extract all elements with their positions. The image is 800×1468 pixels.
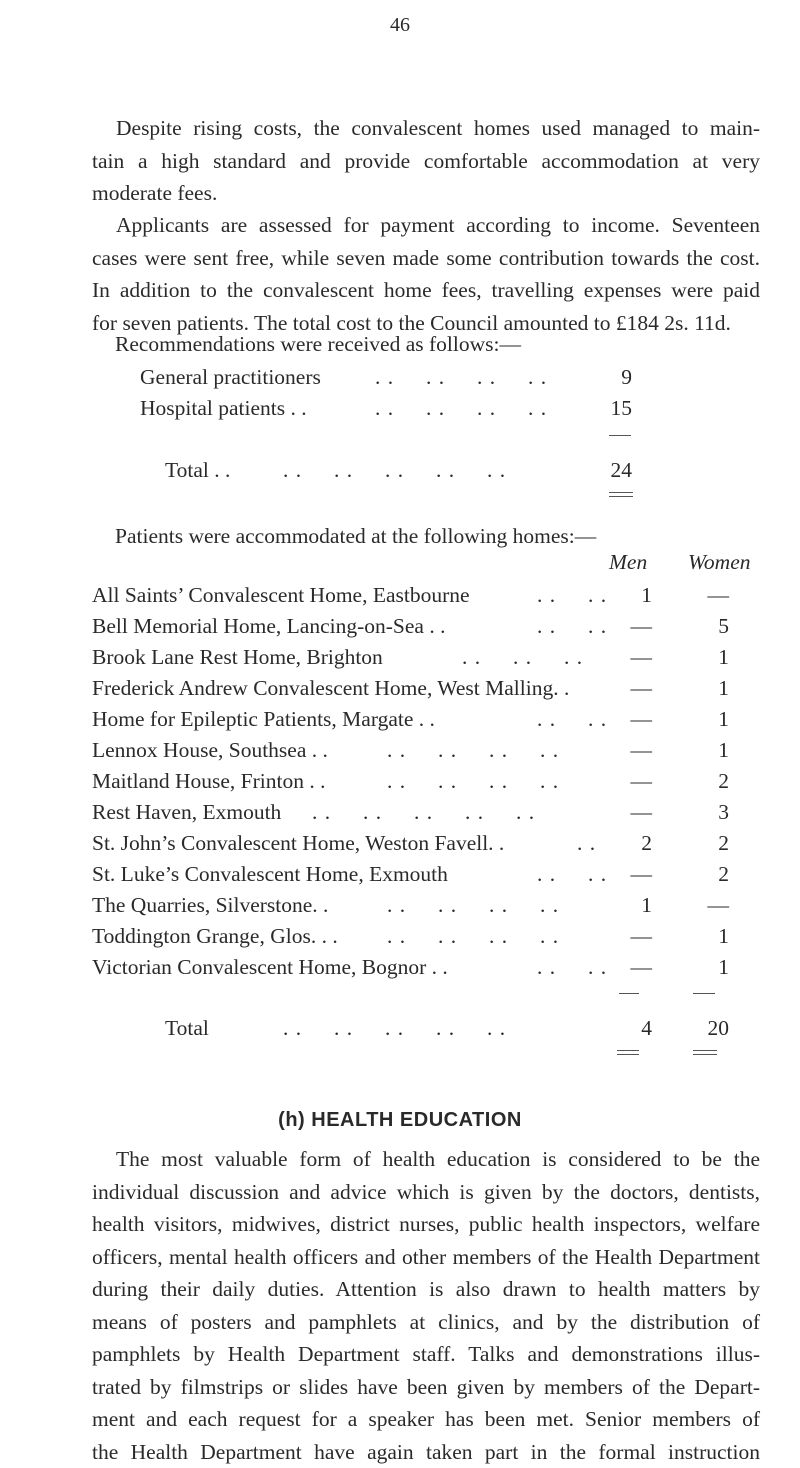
men-count: — [612,673,652,703]
women-count: — [689,890,729,920]
text-line: pamphlets by Health Department staff. Talks and demonstrations illus- [92,1338,760,1371]
text-line: cases were sent free, while seven made some contribution towards the cost. [92,242,760,275]
men-count: — [612,952,652,982]
men-count: — [612,704,652,734]
table-row [92,890,772,920]
text-line: the Health Department have again taken part in the formal instruction [92,1436,760,1468]
men-count: — [612,735,652,765]
double-rule [609,492,633,497]
table-row [92,766,772,796]
men-count: — [612,642,652,672]
home-name: Rest Haven, Exmouth [92,797,281,827]
men-count: 2 [612,828,652,858]
text-line: individual discussion and advice which is given by the doctors, dentists, [92,1176,760,1209]
total-label: Total [165,1013,209,1043]
table-row [92,859,772,889]
row-value: 15 [596,393,632,423]
leader-dots: . . . . [537,611,607,641]
table-row [92,952,772,982]
total-men: 4 [612,1013,652,1043]
text-line: trated by filmstrips or slides have been given by members of the Depart- [92,1371,760,1404]
text-line: Despite rising costs, the convalescent homes used managed to main- [92,112,760,145]
home-name: Toddington Grange, Glos. . . [92,921,338,951]
leader-dots: . . . . [537,952,607,982]
table-row [92,921,772,951]
women-count: 2 [689,766,729,796]
women-count: 1 [689,952,729,982]
paragraph-health-education [92,1143,760,1468]
women-count: 1 [689,735,729,765]
women-count: 1 [689,642,729,672]
total-label: Total . . [165,455,230,485]
leader-dots: . . . . . . . . [375,362,547,392]
women-count: 1 [689,921,729,951]
leader-dots: . . . . . . . . [387,921,559,951]
women-count: 1 [689,673,729,703]
men-count: — [612,859,652,889]
women-count: 3 [689,797,729,827]
men-count: — [612,611,652,641]
leader-dots: . . . . . . . . [387,890,559,920]
text-line: means of posters and pamphlets at clinics, and by the distribution of [92,1306,760,1339]
men-count: — [612,797,652,827]
text-line: officers, mental health officers and other members of the Health Department [92,1241,760,1274]
paragraph-assessment [92,209,760,339]
text-line: moderate fees. [92,177,760,210]
table-row [92,673,772,703]
table-row [92,580,772,610]
table-row [140,362,660,392]
home-name: Maitland House, Frinton . . [92,766,326,796]
home-name: Frederick Andrew Convalescent Home, West Malling. . [92,673,569,703]
table-row [92,642,772,672]
table-row [92,704,772,734]
sum-rule-men [619,993,639,994]
table-row [92,797,772,827]
men-count: 1 [612,890,652,920]
total-women: 20 [689,1013,729,1043]
leader-dots: . . . . . . . . [375,393,547,423]
leader-dots: . . . . [537,704,607,734]
leader-dots: . . . . . . . . . . [283,1013,506,1043]
home-name: St. John’s Convalescent Home, Weston Favell. . [92,828,504,858]
leader-dots: . . . . . . . . [387,766,559,796]
men-count: — [612,766,652,796]
women-count: 2 [689,859,729,889]
text-line: In addition to the convalescent home fees, travelling expenses were paid [92,274,760,307]
leader-dots: . . . . [537,859,607,889]
total-row [165,1013,765,1043]
women-count: 1 [689,704,729,734]
section-heading: (h) HEALTH EDUCATION [0,1109,800,1132]
women-count: 5 [689,611,729,641]
text-line: during their daily duties. Attention is also drawn to health matters by [92,1273,760,1306]
column-header-men: Men [609,550,647,575]
sum-rule-women [693,993,715,994]
row-label: General practitioners [140,362,321,392]
home-name: Home for Epileptic Patients, Margate . . [92,704,435,734]
text-line: Applicants are assessed for payment according to income. Seventeen [92,209,760,242]
double-rule-men [617,1050,639,1055]
table-row [92,828,772,858]
total-value: 24 [596,455,632,485]
sum-rule [609,435,631,436]
home-name: Brook Lane Rest Home, Brighton [92,642,383,672]
table-row [140,393,660,423]
home-name: The Quarries, Silverstone. . [92,890,328,920]
text-line: The most valuable form of health education is considered to be the [92,1143,760,1176]
leader-dots: . . [577,828,596,858]
women-count: — [689,580,729,610]
home-name: Victorian Convalescent Home, Bognor . . [92,952,448,982]
home-name: Bell Memorial Home, Lancing-on-Sea . . [92,611,445,641]
homes-intro: Patients were accommodated at the following homes:— [115,521,596,551]
recommendations-intro: Recommendations were received as follows:— [115,329,521,359]
home-name: St. Luke’s Convalescent Home, Exmouth [92,859,448,889]
women-count: 2 [689,828,729,858]
page-number: 46 [0,14,800,37]
text-line: health visitors, midwives, district nurses, public health inspectors, welfare [92,1208,760,1241]
text-line: ment and each request for a speaker has been met. Senior members of [92,1403,760,1436]
row-label: Hospital patients . . [140,393,307,423]
text-line: for seven patients. The total cost to the Council amounted to £184 2s. 11d. [92,307,760,340]
table-row [92,735,772,765]
home-name: All Saints’ Convalescent Home, Eastbourne [92,580,470,610]
table-row [92,611,772,641]
total-row [165,455,665,485]
leader-dots: . . . . . . . . . . [312,797,535,827]
paragraph-intro [92,112,760,210]
double-rule-women [693,1050,717,1055]
home-name: Lennox House, Southsea . . [92,735,328,765]
leader-dots: . . . . . . . . [387,735,559,765]
row-value: 9 [596,362,632,392]
leader-dots: . . . . . . . . . . [283,455,506,485]
text-line: tain a high standard and provide comfortable accommodation at very [92,145,760,178]
leader-dots: . . . . [537,580,607,610]
men-count: 1 [612,580,652,610]
men-count: — [612,921,652,951]
leader-dots: . . . . . . [462,642,583,672]
column-header-women: Women [688,550,751,575]
